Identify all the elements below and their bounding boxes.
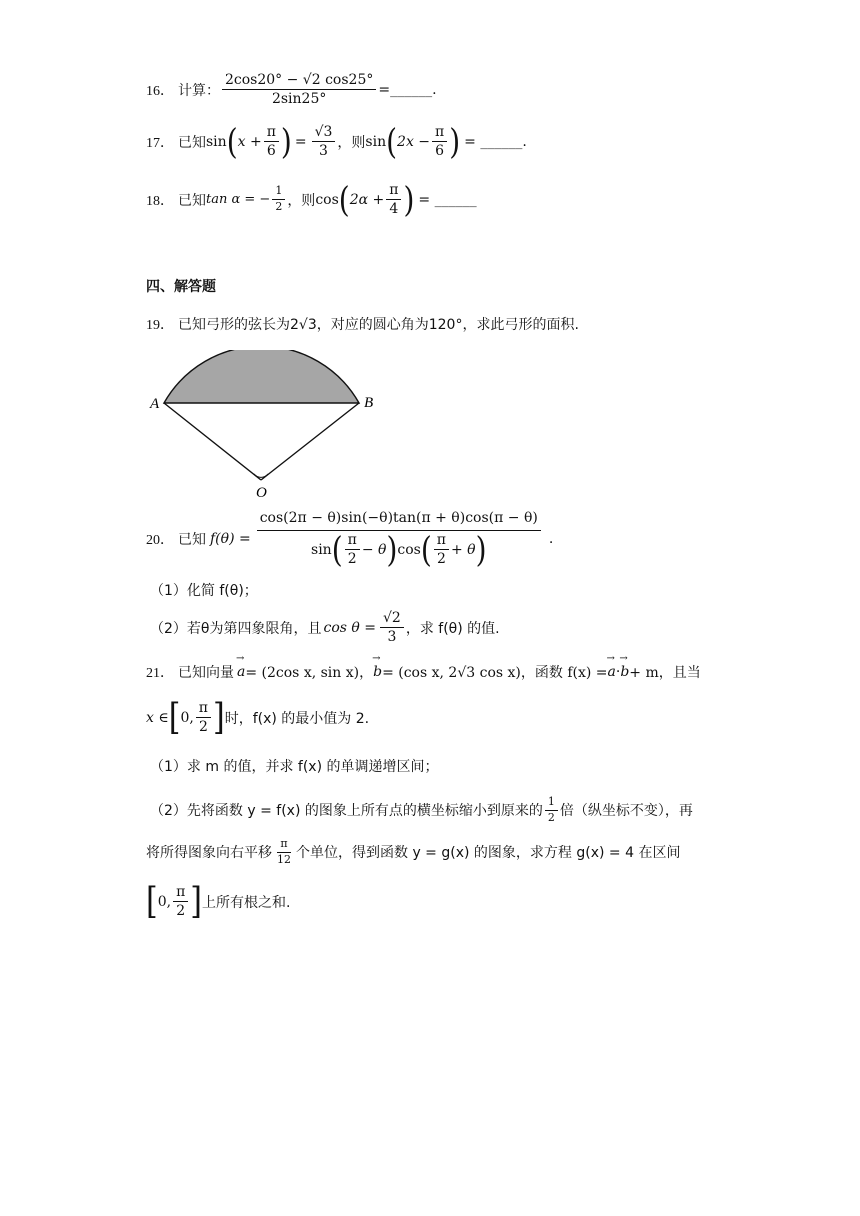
- denominator: 2: [436, 551, 446, 568]
- fraction: [312, 124, 336, 159]
- question-text: 已知向量: [178, 665, 234, 681]
- fraction: [222, 72, 376, 107]
- question-number: 18．: [146, 193, 174, 209]
- math-expr: 2α +: [349, 191, 385, 208]
- question-21-line-6: [146, 879, 291, 922]
- numerator: 1: [272, 185, 285, 200]
- shaded-segment: [164, 350, 359, 403]
- fraction: [274, 838, 294, 866]
- point-label-a: A: [150, 396, 160, 412]
- question-text: ，则: [337, 134, 366, 151]
- denominator: 4: [389, 201, 399, 218]
- question-text: 已知弓形的弦长为2√3，对应的圆心角为120°，求此弓形的面积.: [178, 317, 579, 333]
- math-func: sin: [311, 541, 332, 558]
- math-expr: 0,: [157, 893, 172, 910]
- vector-b: → b: [620, 664, 629, 680]
- answer-blank: = ______: [418, 191, 477, 208]
- paren-left: (: [226, 120, 238, 162]
- question-21-line-2: [146, 695, 370, 738]
- question-20-part-2: [150, 610, 500, 645]
- question-text: ，求 f(θ) 的值.: [405, 620, 500, 637]
- paren-right: ): [403, 178, 415, 220]
- question-text: （2）若θ为第四象限角，且: [150, 620, 322, 637]
- numerator: π: [196, 700, 211, 718]
- math-expr: = (2cos x, sin x)，: [245, 665, 374, 681]
- numerator: π: [434, 532, 449, 550]
- question-21-part-1: [150, 756, 438, 776]
- paren-left: (: [386, 120, 398, 162]
- question-text: 时，f(x) 的最小值为 2.: [224, 710, 370, 727]
- question-text: 已知: [178, 134, 206, 151]
- question-text: 计算：: [178, 82, 220, 99]
- bracket-left: [: [146, 879, 158, 922]
- denominator: 2: [198, 719, 208, 736]
- fraction: [432, 124, 447, 159]
- math-expr: + m，且当: [629, 665, 701, 681]
- question-number: 20．: [146, 532, 174, 548]
- question-number: 19．: [146, 318, 174, 333]
- fraction: [345, 532, 360, 567]
- math-expr: cos θ =: [323, 619, 376, 636]
- question-text: （2）先将函数 y = f(x) 的图象上所有点的横坐标缩小到原来的: [150, 803, 543, 820]
- paren-right: ): [449, 120, 461, 162]
- denominator: 3: [319, 143, 328, 160]
- period: .: [548, 530, 554, 547]
- denominator: 3: [387, 629, 397, 646]
- numerator: π: [432, 124, 447, 142]
- question-text: ，则: [287, 192, 316, 209]
- circular-segment-diagram: [140, 350, 390, 502]
- question-20-part-1: [150, 580, 258, 600]
- question-text: 已知: [178, 531, 206, 548]
- bracket-left: [: [168, 695, 181, 738]
- question-18: [146, 178, 477, 220]
- question-19: [146, 314, 579, 334]
- denominator: 12: [277, 852, 291, 866]
- numerator: π: [386, 182, 401, 200]
- answer-blank: =______.: [378, 81, 437, 98]
- question-number: 17．: [146, 135, 174, 151]
- math-expr: x ∈: [146, 709, 169, 726]
- math-expr: − θ: [361, 541, 387, 558]
- vector-a: → a: [608, 664, 616, 680]
- radius-ob: [261, 403, 359, 480]
- math-func: cos: [315, 191, 339, 208]
- question-text: 个单位，得到函数 y = g(x) 的图象，求方程 g(x) = 4 在区间: [296, 845, 681, 862]
- paren-left: (: [331, 528, 343, 570]
- math-expr: + θ: [451, 541, 476, 558]
- vector-b: → b: [373, 664, 382, 680]
- fraction: [272, 185, 285, 213]
- denominator: 2: [176, 903, 186, 920]
- numerator: √3: [312, 124, 336, 142]
- equals-sign: =: [294, 133, 307, 150]
- denominator: 2: [275, 200, 283, 214]
- question-text: 上所有根之和.: [202, 894, 291, 911]
- numerator: √2: [380, 610, 404, 628]
- math-func: sin: [206, 133, 227, 150]
- question-text: 将所得图象向右平移: [146, 845, 272, 862]
- denominator: 2: [547, 810, 555, 824]
- math-expr: f(θ) =: [210, 530, 251, 547]
- denominator: 2: [347, 551, 357, 568]
- math-expr: = (cos x, 2√3 cos x)，函数 f(x) =: [382, 665, 608, 681]
- numerator: π: [277, 838, 290, 853]
- question-number: 21．: [146, 666, 174, 681]
- fraction: [264, 124, 279, 159]
- math-expr: tan α = −: [206, 192, 271, 208]
- question-text: （1）化简 f(θ)；: [150, 583, 258, 599]
- question-number: 16．: [146, 83, 174, 99]
- paren-right: ): [386, 528, 398, 570]
- math-expr: x +: [237, 133, 262, 150]
- answer-blank: = ______.: [464, 133, 527, 150]
- math-func: cos: [397, 541, 421, 558]
- question-17: [146, 120, 527, 162]
- paren-left: (: [420, 528, 432, 570]
- numerator: cos(2π − θ)sin(−θ)tan(π + θ)cos(π − θ): [257, 510, 541, 531]
- fraction: [380, 610, 404, 645]
- fraction: [196, 700, 211, 735]
- point-label-b: B: [364, 395, 374, 411]
- question-20: [146, 510, 554, 570]
- denominator: 6: [266, 143, 276, 160]
- numerator: π: [264, 124, 279, 142]
- fraction: [434, 532, 449, 567]
- math-expr: 2x −: [397, 133, 431, 150]
- fraction: [257, 510, 541, 570]
- bracket-right: ]: [190, 879, 202, 922]
- numerator: π: [173, 884, 188, 902]
- question-text: 倍（纵坐标不变），再: [559, 803, 693, 820]
- section-title: 四、解答题: [146, 279, 216, 295]
- vector-a: → a: [237, 664, 245, 680]
- question-text: （1）求 m 的值，并求 f(x) 的单调递增区间；: [150, 759, 439, 775]
- bracket-right: ]: [213, 695, 225, 738]
- numerator: 2cos20° − √2 cos25°: [222, 72, 376, 90]
- question-21-part-2: [150, 796, 693, 824]
- numerator: π: [345, 532, 360, 550]
- radius-oa: [164, 403, 261, 480]
- denominator: 6: [435, 143, 445, 160]
- denominator: 2sin25°: [271, 91, 327, 108]
- fraction: [173, 884, 188, 919]
- math-expr: 0,: [180, 709, 194, 726]
- question-21: 21． 已知向量 → a = (2cos x, sin x)， → b = (cos x, 2√3 cos x)，函数 f(x) = → a · → b + m，且当: [146, 662, 701, 682]
- question-21-line-5: [146, 838, 680, 866]
- paren-right: ): [475, 528, 487, 570]
- point-label-o: O: [256, 485, 267, 501]
- numerator: 1: [545, 796, 558, 811]
- denominator: [308, 528, 490, 570]
- paren-right: ): [280, 120, 292, 162]
- paren-left: (: [338, 178, 350, 220]
- question-text: 已知: [178, 192, 206, 209]
- fraction: [386, 182, 401, 217]
- fraction: [545, 796, 558, 824]
- math-func: sin: [365, 133, 387, 150]
- question-16: [146, 72, 437, 107]
